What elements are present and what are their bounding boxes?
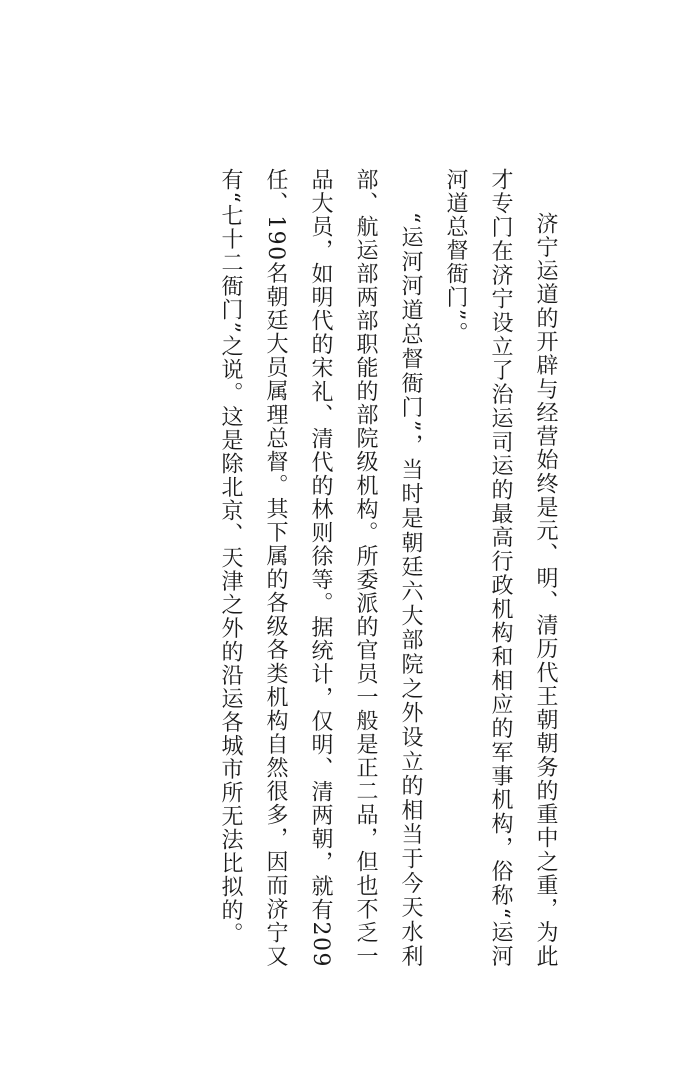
vertical-text-body xyxy=(168,168,568,968)
paragraph-1: 济宁运道的开辟与经营始终是元、明、清历代王朝朝务的重中之重，为此才专门在济宁设立了治运司运的最高行政机构和相应的军事机构，俗称“运河河道总督衙门”。 xyxy=(443,168,558,968)
paragraph-2: “运河河道总督衙门”，当时是朝廷六大部院之外设立的相当于今天水利部、航运部两部职能的部院级机构。所委派的官员一般是正二品，但也不乏一品大员，如明代的宋礼、清代的林则徐等。据统计，仅明、清两朝，就有209任、190名朝廷大员属理总督。其下属的各级各类机构自然很多，因而济宁又有“七十二衙门”之说。这是除北京、天津之外的沿运各城市所无法比拟的。 xyxy=(218,168,423,968)
